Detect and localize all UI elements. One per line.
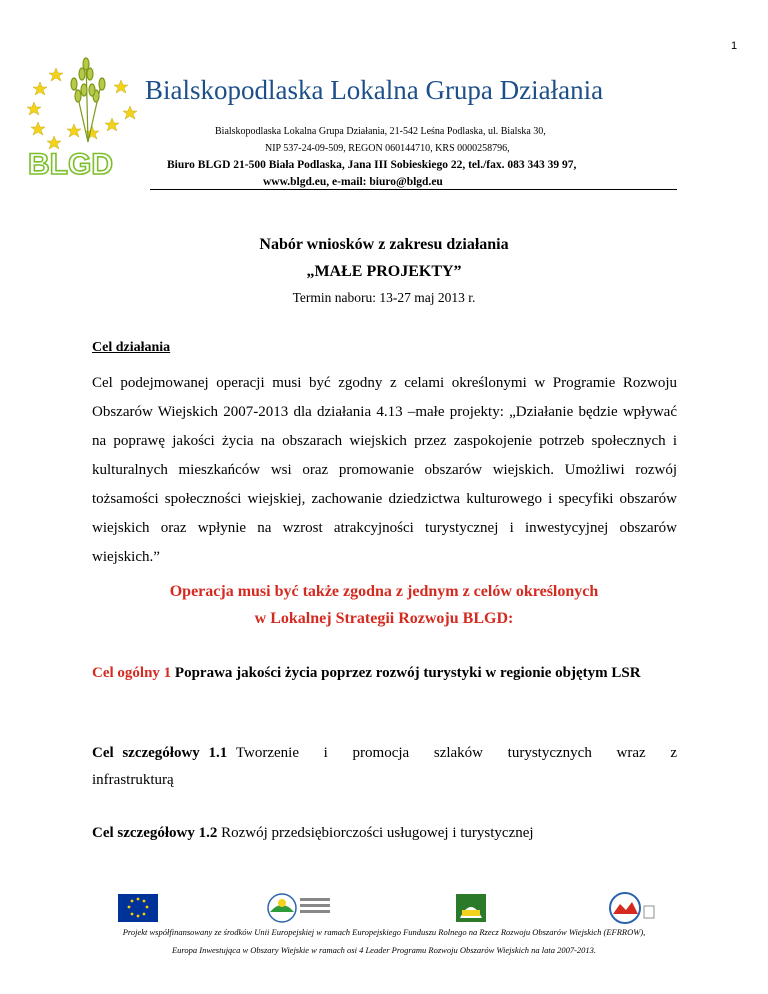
prow-logo-icon xyxy=(268,894,330,922)
specific-goal-2-text: Rozwój przedsiębiorczości usługowej i turystycznej xyxy=(221,825,534,841)
general-goal-text: Poprawa jakości życia poprzez rozwój turystyki w regionie objętym LSR xyxy=(174,665,641,681)
logo-text: BLGD xyxy=(28,148,113,180)
org-title: Bialskopodlaska Lokalna Grupa Działania xyxy=(145,75,604,105)
goal-paragraph: Cel podejmowanej operacji musi być zgodny z celami określonymi w Programie Rozwoju Obszarów Wiejskich 2007-2013 dla działania 4.13 –małe projekty: „Działanie będzie wpływać na poprawę jakości życia na obszarach wiejskich przez zaspokojenie potrzeb społecznych i kulturalnych mieszkańców wsi oraz promowanie obszarów wiejskich. Umożliwi rozwój tożsamości społeczności wiejskiej, zachowanie dziedzictwa kulturowego i specyfiki obszarów wiejskich oraz wpłynie na wzrost atrakcyjności turystycznej i inwestycyjnej obszarów wiejskich.” xyxy=(92,375,677,565)
specific-goal-2 xyxy=(92,820,677,847)
heading-line-2: „MAŁE PROJEKTY” xyxy=(306,263,462,280)
office-info xyxy=(167,157,576,191)
general-goal xyxy=(92,660,677,687)
eu-flag-icon xyxy=(118,894,158,922)
heading-line-1: Nabór wniosków z zakresu działania xyxy=(259,236,509,253)
leader-logo-icon xyxy=(456,894,486,922)
specific-goal-2-label: Cel szczegółowy 1.2 xyxy=(92,825,218,841)
red-heading-line-1: Operacja musi być także zgodna z jednym z celów określonych xyxy=(169,583,599,600)
red-heading-line-2: w Lokalnej Strategii Rozwoju BLGD: xyxy=(254,610,514,627)
specific-goal-1-text: Tworzenie i promocja szlaków turystycznych wraz z infrastrukturą xyxy=(92,745,677,788)
lgd-region-logo-icon xyxy=(610,893,654,923)
footer-line-1: Projekt współfinansowany ze środków Unii Europejskiej w ramach Europejskiego Funduszu Rolnego na Rzecz Rozwoju Obszarów Wiejskich (EFRROW), xyxy=(122,927,646,937)
blgd-logo xyxy=(26,50,146,180)
general-goal-prefix: Cel ogólny 1 xyxy=(92,665,172,681)
specific-goal-1-label: Cel szczegółowy 1.1 xyxy=(92,745,228,761)
section-title: Cel działania xyxy=(92,340,171,355)
office-line-1: Biuro BLGD 21-500 Biała Podlaska, Jana III Sobieskiego 22, tel./fax. 083 343 39 97, xyxy=(167,159,577,171)
specific-goal-1 xyxy=(92,740,677,794)
header-divider xyxy=(150,189,677,190)
address-line-1: Bialskopodlaska Lokalna Grupa Działania, 21-542 Leśna Podlaska, ul. Bialska 30, xyxy=(215,126,546,137)
address-line-2: NIP 537-24-09-509, REGON 060144710, KRS 0000258796, xyxy=(265,143,510,154)
footer-line-2: Europa Inwestująca w Obszary Wiejskie w ramach osi 4 Leader Programu Rozwoju Obszarów Wiejskich na lata 2007-2013. xyxy=(171,945,597,955)
recruitment-term: Termin naboru: 13-27 maj 2013 r. xyxy=(292,290,476,305)
footer-logos xyxy=(0,890,768,926)
office-line-2[interactable]: www.blgd.eu, e-mail: biuro@blgd.eu xyxy=(263,176,443,188)
page-number: 1 xyxy=(731,40,738,52)
